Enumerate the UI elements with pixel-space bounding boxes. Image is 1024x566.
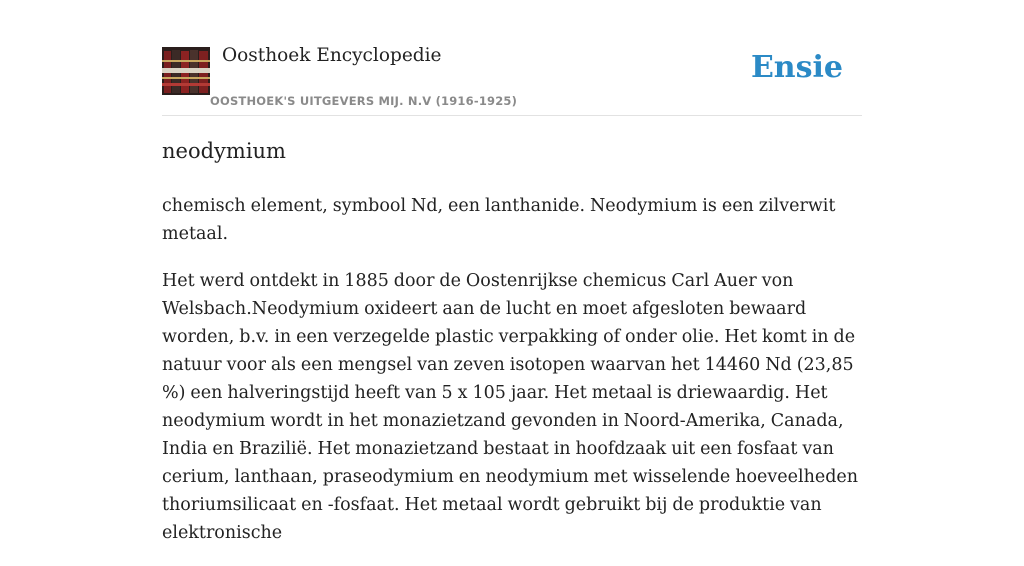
source-avatar[interactable] [162,47,210,95]
main-container [162,0,862,543]
header [162,0,862,116]
article-paragraph: Het werd ontdekt in 1885 door de Oostenrijkse chemicus Carl Auer von Welsbach.Neodymium oxideert aan de lucht en moet afgesloten bewaard worden, b.v. in een verzegelde plastic verpakking of onder olie. Het komt in de natuur voor als een mengsel van zeven isotopen waarvan het 14460 Nd (23,85 %) een halveringstijd heeft van 5 x 105 jaar. Het metaal is driewaardig. Het neodymium wordt in het monazietzand gevonden in Noord-Amerika, Canada, India en Brazilië. Het monazietzand bestaat in hoofdzaak uit een fosfaat van cerium, lanthaan, praseodymium en neodymium met wisselende hoeveelheden thoriumsilicaat en -fosfaat. Het metaal wordt gebruikt bij de produktie van elektronische [162,271,859,543]
source-subtitle: OOSTHOEK'S UITGEVERS MIJ. N.V (1916-1925) [210,94,518,108]
source-name-link[interactable]: Oosthoek Encyclopedie [222,45,442,66]
book-spines-avatar-icon [162,47,210,95]
article-paragraph: chemisch element, symbool Nd, een lanthanide. Neodymium is een zilverwit metaal. [162,196,836,244]
brand-logo-link[interactable]: Ensie [750,50,843,85]
article-body [162,192,862,566]
article-title: neodymium [162,139,286,163]
